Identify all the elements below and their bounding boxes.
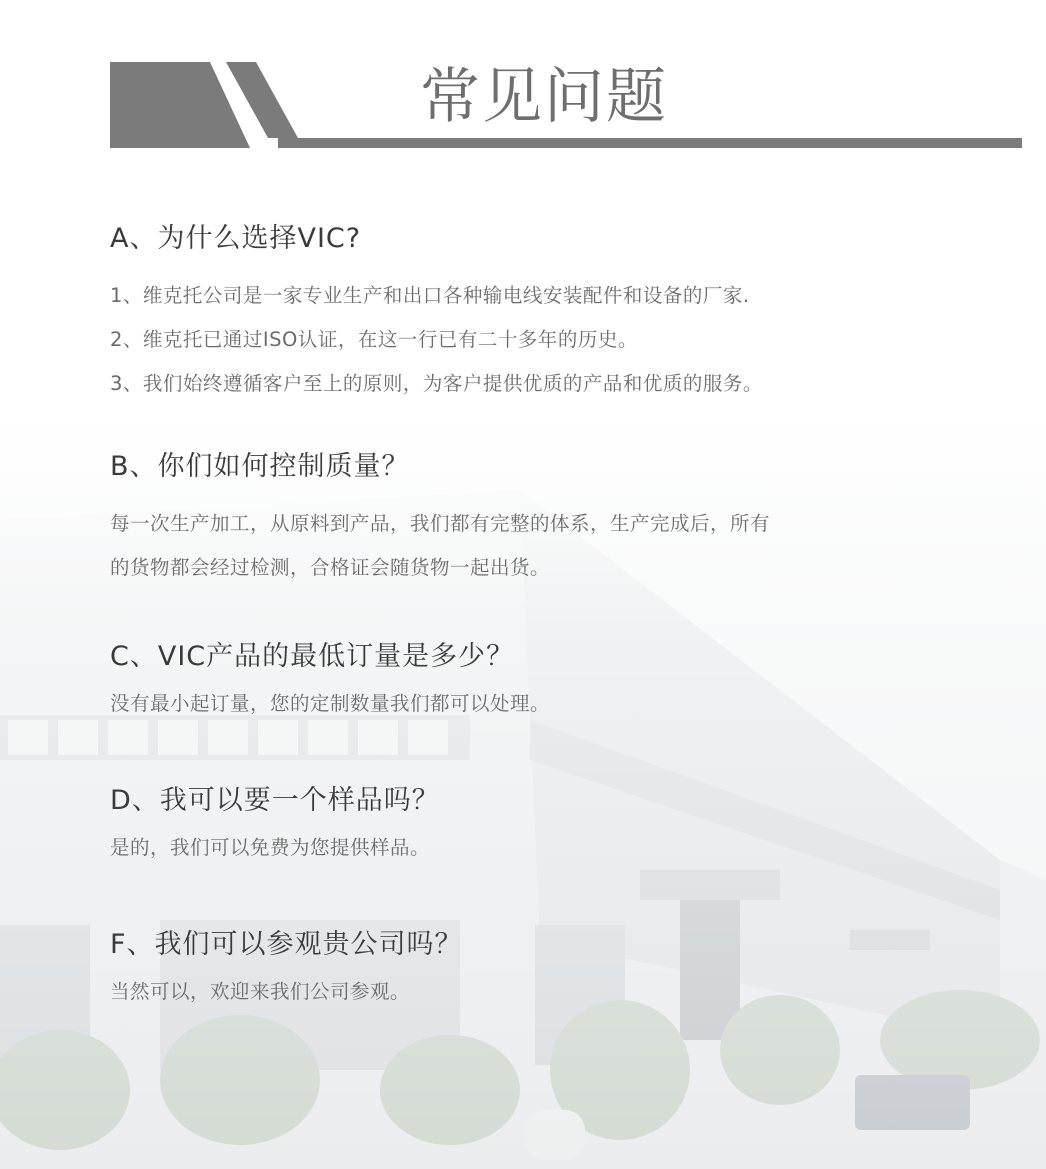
answer-d-1: 是的，我们可以免费为您提供样品。 <box>110 836 431 859</box>
answer-b-1: 每一次生产加工，从原料到产品，我们都有完整的体系，生产完成后，所有 <box>110 512 771 535</box>
faq-item-f <box>110 928 970 1014</box>
section-banner <box>110 62 1022 152</box>
page-title: 常见问题 <box>420 62 668 132</box>
question-b: B、你们如何控制质量？ <box>110 451 410 482</box>
faq-item-d <box>110 784 970 870</box>
answer-a-1: 1、维克托公司是一家专业生产和出口各种输电线安装配件和设备的厂家. <box>110 284 750 307</box>
question-a: A、为什么选择VIC? <box>110 223 362 254</box>
answer-a-2: 2、维克托已通过ISO认证，在这一行已有二十多年的历史。 <box>110 328 638 351</box>
answer-f-1: 当然可以，欢迎来我们公司参观。 <box>110 980 411 1003</box>
question-c: C、VIC产品的最低订量是多少？ <box>110 641 515 672</box>
question-f: F、我们可以参观贵公司吗？ <box>110 929 463 960</box>
faq-item-b <box>110 450 970 590</box>
answer-a-3: 3、我们始终遵循客户至上的原则，为客户提供优质的产品和优质的服务。 <box>110 372 763 395</box>
question-d: D、我可以要一个样品吗？ <box>110 785 440 816</box>
faq-item-c <box>110 640 970 726</box>
answer-c-1: 没有最小起订量，您的定制数量我们都可以处理。 <box>110 692 551 715</box>
answer-b-2: 的货物都会经过检测，合格证会随货物一起出货。 <box>110 556 551 579</box>
faq-item-a <box>110 222 970 406</box>
